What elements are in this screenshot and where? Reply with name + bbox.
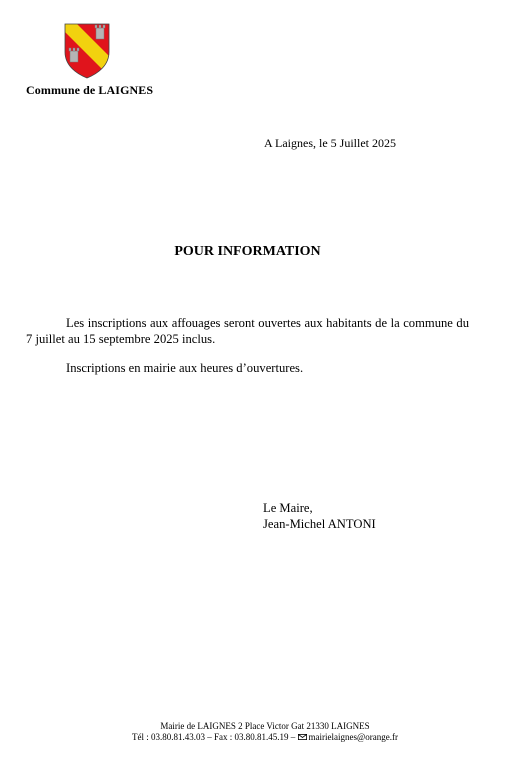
document-title: POUR INFORMATION <box>174 244 321 259</box>
body-paragraph-1: Les inscriptions aux affouages seront ouvertes aux habitants de la commune du 7 juillet au 15 septembre 2025 inclus. <box>26 316 469 346</box>
coat-of-arms-icon <box>63 22 111 80</box>
body-paragraph-2: Inscriptions en mairie aux heures d’ouvertures. <box>66 361 304 375</box>
footer-phone-fax: Tél : 03.80.81.43.03 – Fax : 03.80.81.45.19 – <box>132 732 296 742</box>
footer <box>0 721 515 743</box>
footer-address: Mairie de LAIGNES 2 Place Victor Gat 21330 LAIGNES <box>160 721 370 731</box>
signature-block <box>263 500 376 532</box>
signature-role: Le Maire, <box>263 501 313 515</box>
footer-email-link[interactable]: mairielaignes@orange.fr <box>308 732 398 742</box>
envelope-icon <box>298 734 307 740</box>
date-line: A Laignes, le 5 Juillet 2025 <box>264 136 396 150</box>
signature-name: Jean-Michel ANTONI <box>263 517 376 531</box>
footer-contact <box>0 732 515 743</box>
commune-name: Commune de LAIGNES <box>26 83 154 97</box>
